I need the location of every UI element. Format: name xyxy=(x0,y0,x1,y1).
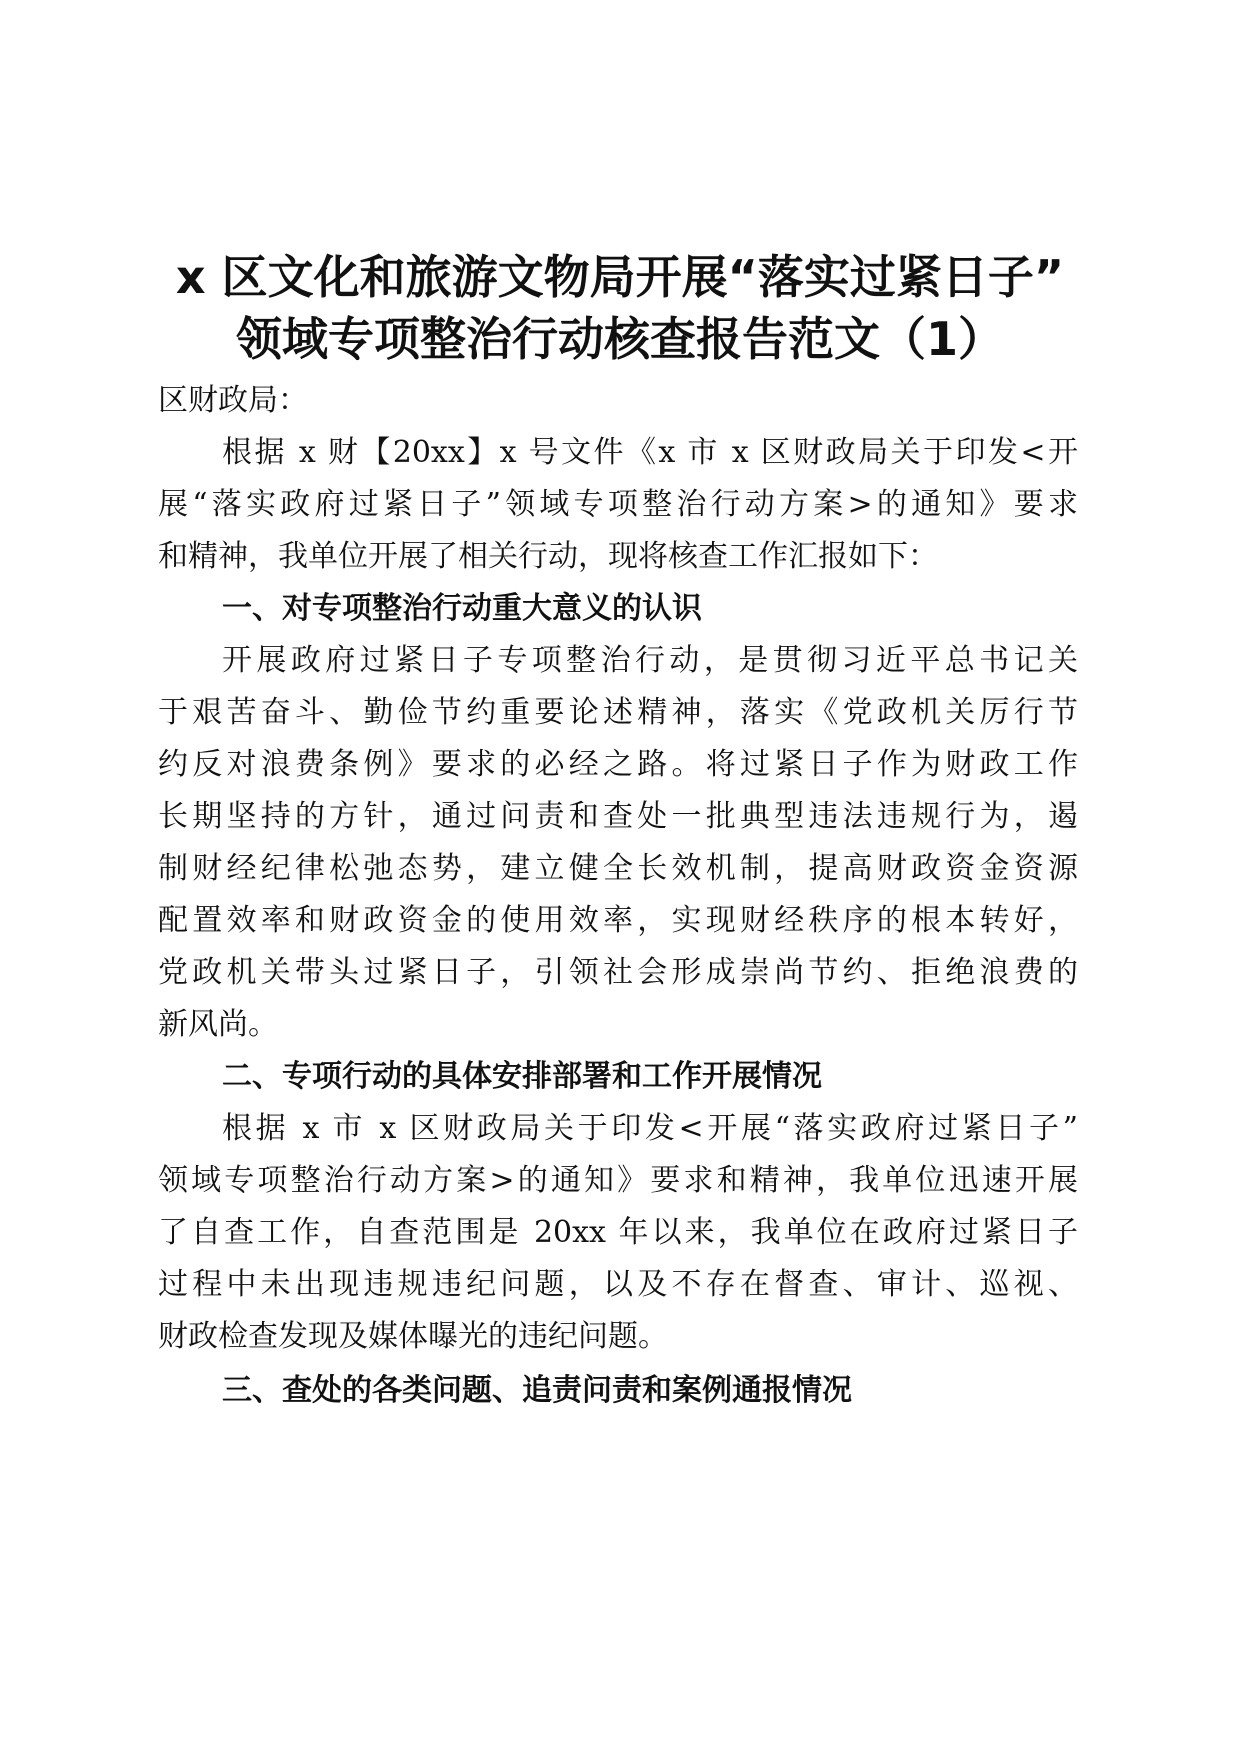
paragraph-3-line-1: 根据 x 市 x 区财政局关于印发<开展“落实政府过紧日子” xyxy=(222,1111,1078,1146)
paragraph-3-line-5: 财政检查发现及媒体曝光的违纪问题。 xyxy=(158,1319,668,1354)
paragraph-3-line-2: 领域专项整治行动方案>的通知》要求和精神，我单位迅速开展 xyxy=(158,1163,1078,1198)
paragraph-2-line-8: 新风尚。 xyxy=(158,1007,278,1042)
paragraph-2-line-1: 开展政府过紧日子专项整治行动，是贯彻习近平总书记关 xyxy=(222,643,1078,678)
document-title-line-2: 领域专项整治行动核查报告范文（1） xyxy=(235,312,1004,366)
paragraph-2-line-6: 配置效率和财政资金的使用效率，实现财经秩序的根本转好， xyxy=(158,903,1078,938)
section-heading-3: 三、查处的各类问题、追责问责和案例通报情况 xyxy=(222,1373,852,1408)
paragraph-2-line-5: 制财经纪律松弛态势，建立健全长效机制，提高财政资金资源 xyxy=(158,851,1078,886)
section-heading-1: 一、对专项整治行动重大意义的认识 xyxy=(222,591,702,626)
paragraph-3-line-4: 过程中未出现违规违纪问题，以及不存在督查、审计、巡视、 xyxy=(158,1267,1078,1302)
paragraph-2-line-3: 约反对浪费条例》要求的必经之路。将过紧日子作为财政工作 xyxy=(158,747,1078,782)
document-title-line-1: x 区文化和旅游文物局开展“落实过紧日子” xyxy=(175,250,1065,304)
paragraph-3-line-3: 了自查工作，自查范围是 20xx 年以来，我单位在政府过紧日子 xyxy=(158,1215,1078,1250)
paragraph-1-line-1: 根据 x 财【20xx】x 号文件《x 市 x 区财政局关于印发<开 xyxy=(222,435,1078,470)
paragraph-2-line-4: 长期坚持的方针，通过问责和查处一批典型违法违规行为，遏 xyxy=(158,799,1078,834)
paragraph-1-line-3: 和精神，我单位开展了相关行动，现将核查工作汇报如下： xyxy=(158,539,938,574)
section-heading-2: 二、专项行动的具体安排部署和工作开展情况 xyxy=(222,1059,822,1094)
paragraph-2-line-2: 于艰苦奋斗、勤俭节约重要论述精神，落实《党政机关厉行节 xyxy=(158,695,1078,730)
paragraph-1-line-2: 展“落实政府过紧日子”领域专项整治行动方案>的通知》要求 xyxy=(158,487,1078,522)
paragraph-2-line-7: 党政机关带头过紧日子，引领社会形成崇尚节约、拒绝浪费的 xyxy=(158,955,1078,990)
salutation: 区财政局： xyxy=(158,383,308,418)
